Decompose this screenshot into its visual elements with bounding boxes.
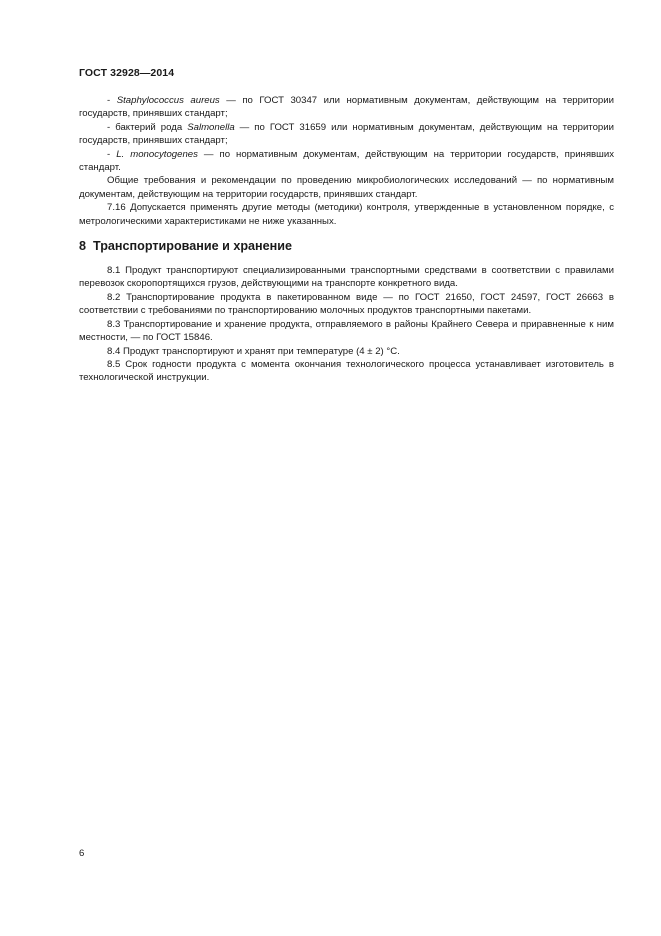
paragraph-8-5: 8.5 Срок годности продукта с момента окончания технологического процесса устанавливает изготовитель в технологической инструкции.: [79, 358, 614, 384]
paragraph-8-4: 8.4 Продукт транспортируют и хранят при температуре (4 ± 2) °С.: [107, 345, 400, 357]
list-dash: -: [107, 95, 117, 106]
list-item-text: — по ГОСТ 31659 или нормативным документам, действующим на территории государств, принявших стандарт;: [79, 121, 614, 147]
organism-name: L. monocytogenes: [116, 148, 198, 160]
paragraph-7-16: 7.16 Допускается применять другие методы (методики) контроля, утвержденные в установленном порядке, с метрологическими характеристиками не ниже указанных.: [79, 202, 614, 227]
page-number: 6: [79, 848, 85, 859]
list-item-prefix: - бактерий рода: [107, 121, 188, 133]
standard-designation: ГОСТ 32928—2014: [79, 67, 175, 79]
list-item-text: — по нормативным документам, действующим на территории государств, принявших стандарт.: [79, 148, 614, 174]
document-body: [79, 94, 614, 385]
list-item-salmonella: [79, 121, 614, 148]
list-item-listeria: [79, 148, 614, 175]
organism-name: Salmonella: [187, 121, 235, 133]
organism-name: Staphylococcus aureus: [116, 95, 220, 106]
paragraph-8-3: 8.3 Транспортирование и хранение продукта, отправляемого в районы Крайнего Севера и приравненные к ним местности, — по ГОСТ 15846.: [79, 318, 614, 344]
paragraph-general-requirements: Общие требования и рекомендации по проведению микробиологических исследований — по нормативным документам, действующим на территории государств, принявших стандарт.: [79, 175, 614, 200]
list-item-staphylococcus: [79, 94, 614, 121]
section-heading: [79, 238, 614, 254]
list-item-text: — по ГОСТ 30347 или нормативным документам, действующим на территории государств, принявших стандарт;: [79, 95, 614, 120]
paragraph-8-2: 8.2 Транспортирование продукта в пакетированном виде — по ГОСТ 21650, ГОСТ 24597, ГОСТ 26663 в соответствии с требованиями по транспортированию молочных продуктов транспортными пакетами.: [79, 291, 614, 317]
list-dash: -: [107, 148, 117, 160]
section-title: Транспортирование и хранение: [93, 239, 292, 254]
section-number: 8: [79, 239, 87, 254]
paragraph-8-1: 8.1 Продукт транспортируют специализированными транспортными средствами в соответствии с правилами перевозок скоропортящихся грузов, действующими на транспорте конкретного вида.: [79, 265, 614, 290]
